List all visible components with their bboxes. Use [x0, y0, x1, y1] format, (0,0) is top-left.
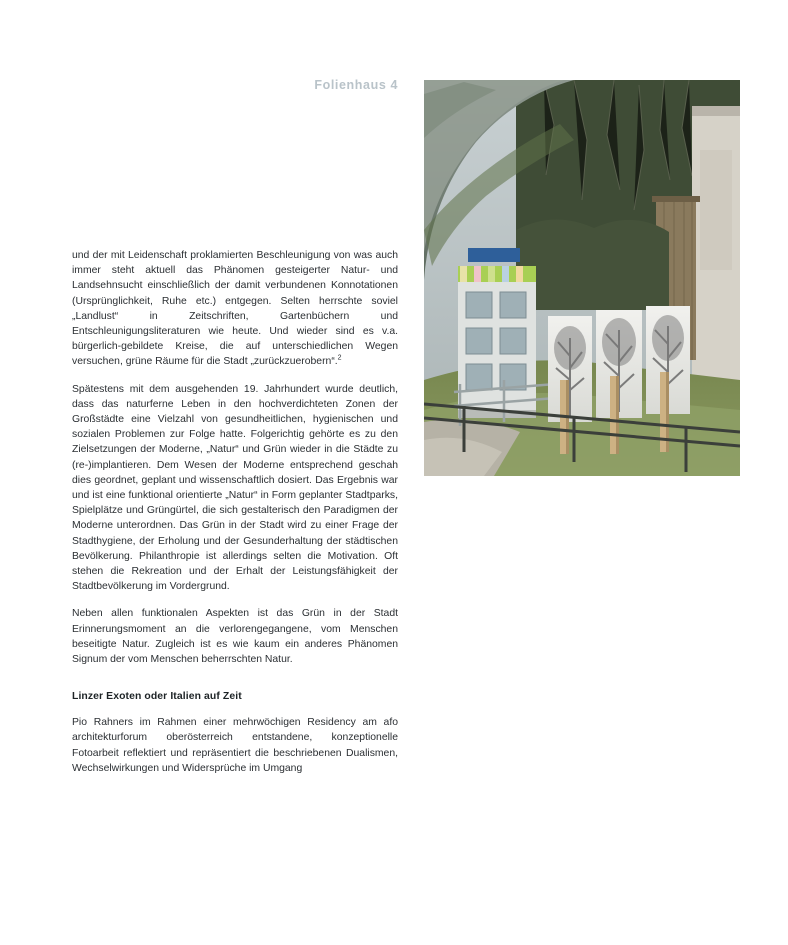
photo-folienhaus-4 [424, 80, 740, 476]
text-column [72, 248, 398, 776]
paragraph-1-text: und der mit Leidenschaft proklamierten Beschleunigung von was auch immer steht aktuell das Phänomen gesteigerter Natur- und Landsehnsucht einschließlich der damit verbundenen Konnotationen (Ursprünglichkeit, Ruhe etc.) entgegen. Selten herrschte soviel „Landlust“ in Zeitschriften, Gartenbüchern und Entschleunigungsliteraturen wie heute. Und wieder sind es v.a. bürgerlich-gebildete Kreise, die auf unterschiedlichen Wegen versuchen, grüne Räume für die Stadt „zurückzuerobern“. [72, 250, 398, 368]
paragraph-1 [72, 248, 398, 370]
running-head: Folienhaus 4 [314, 78, 398, 92]
paragraph-3 [72, 606, 398, 667]
paragraph-2 [72, 382, 398, 595]
photo-illustration [424, 80, 740, 476]
paragraph-2-text: Spätestens mit dem ausgehenden 19. Jahrhundert wurde deutlich, dass das naturferne Leben in den hochverdichteten Zonen der Großstädte eine Vielzahl von gesundheitlichen, hygienischen und sozialen Problemen zur Folge hatte. Folgerichtig gehörte es zu den Zielsetzungen der Moderne, „Natur“ und Grün wieder in die Städte zu (re-)implantieren. Dem Wesen der Moderne entsprechend geschah dies geordnet, geplant und wissenschaftlich dosiert. Das Ergebnis war und ist eine funktional orientierte „Natur“ in Form geplanter Stadtparks, Spielplätze und Grüngürtel, die sich gestalterisch den Paradigmen der Moderne unterordnen. Das Grün in der Stadt wird zu einer Frage der Stadthygiene, der Erholung und der Gesunderhaltung der städtischen Bevölkerung. Philanthropie ist allerdings selten die Motivation. Oft stehen die Rekreation und der Erhalt der Leistungsfähigkeit der Stadtbevölkerung im Vordergrund. [72, 383, 398, 593]
paragraph-4: Pio Rahners im Rahmen einer mehrwöchigen Residency am afo architekturforum oberösterreich entstandene, konzeptionelle Fotoarbeit reflektiert und repräsentiert die beschriebenen Dualismen, Wechselwirkungen und Widersprüche im Umgang [72, 717, 398, 774]
subheading: Linzer Exoten oder Italien auf Zeit [72, 691, 242, 703]
footnote-ref-2: 2 [337, 354, 342, 362]
paragraph-3-text: Neben allen funktionalen Aspekten ist das Grün in der Stadt Erinnerungsmoment an die verlorengegangene, vom Menschen beseitigte Natur. Zugleich ist es wie kaum ein anderes Phänomen Signum der vom Menschen beherrschten Natur. [72, 608, 398, 666]
